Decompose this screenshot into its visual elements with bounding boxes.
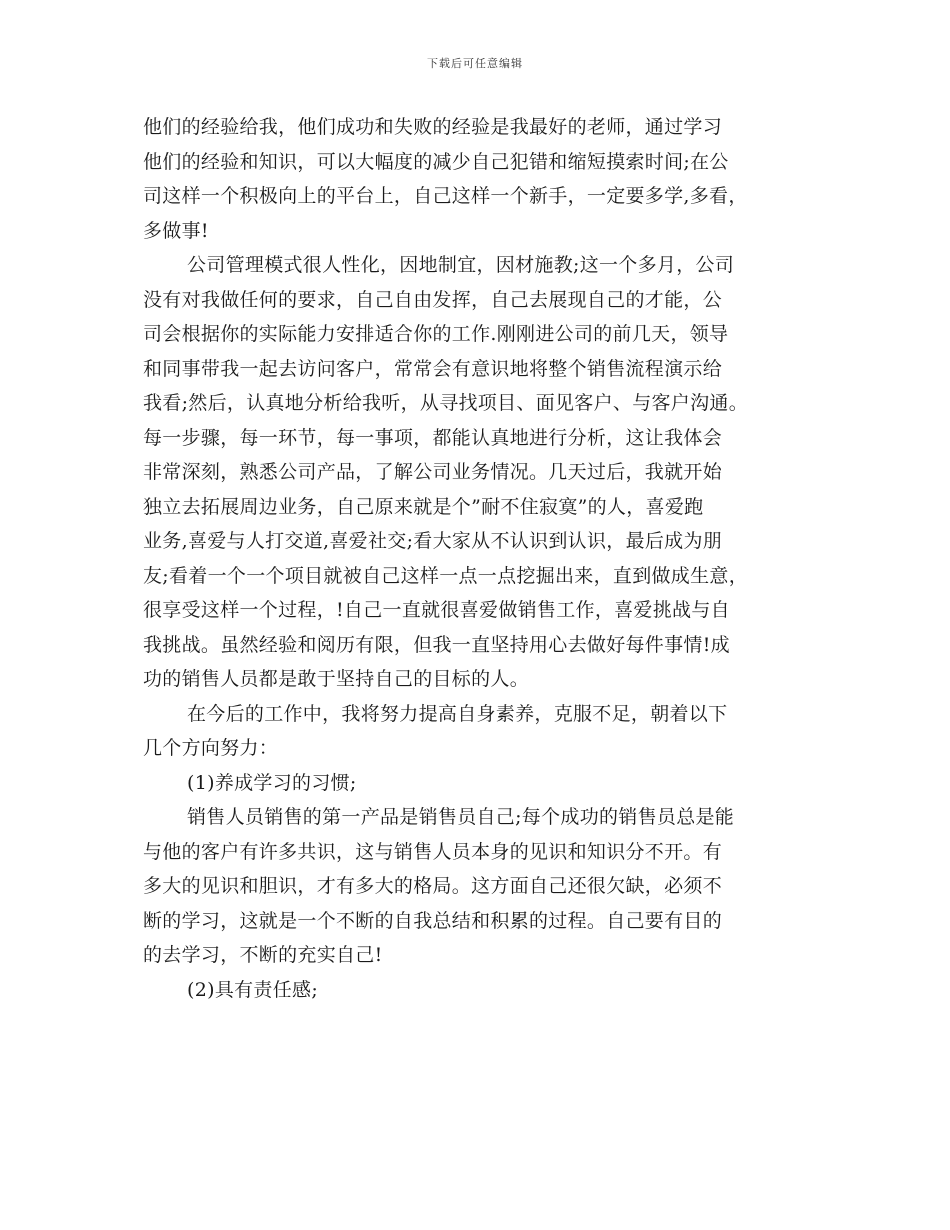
text-line: 销售人员销售的第一产品是销售员自己;每个成功的销售员总是能 bbox=[187, 806, 735, 828]
text-line: 和同事带我一起去访问客户，常常会有意识地将整个销售流程演示给 bbox=[143, 357, 723, 380]
text-line: 公司管理模式很人性化，因地制宜，因材施教;这一个多月，公司 bbox=[187, 254, 735, 276]
text-line: 非常深刻，熟悉公司产品，了解公司业务情况。几天过后，我就开始 bbox=[143, 461, 723, 483]
text-line: 他们的经验给我，他们成功和失败的经验是我最好的老师，通过学习 bbox=[143, 116, 723, 138]
text-line: (2)具有责任感; bbox=[187, 978, 319, 1001]
text-line: 业务,喜爱与人打交道,喜爱社交;看大家从不认识到认识，最后成为朋 bbox=[143, 530, 723, 552]
text-line: 功的销售人员都是敢于坚持自己的目标的人。 bbox=[143, 668, 530, 690]
text-line: 与他的客户有许多共识，这与销售人员本身的见识和知识分不开。有 bbox=[143, 840, 723, 863]
text-line: 在今后的工作中，我将努力提高自身素养，克服不足，朝着以下 bbox=[187, 702, 728, 725]
text-line: 几个方向努力： bbox=[143, 737, 279, 759]
text-line: 他们的经验和知识，可以大幅度的减少自己犯错和缩短摸索时间;在公 bbox=[143, 150, 729, 173]
text-line: 的去学习，不断的充实自己! bbox=[143, 944, 383, 966]
page-header: 下载后可任意编辑 bbox=[427, 57, 523, 70]
text-line: 没有对我做任何的要求，自己自由发挥，自己去展现自己的才能，公 bbox=[143, 288, 723, 311]
text-line: 很享受这样一个过程，!自己一直就很喜爱做销售工作，喜爱挑战与自 bbox=[143, 599, 730, 621]
text-line: 断的学习，这就是一个不断的自我总结和积累的过程。自己要有目的 bbox=[143, 909, 723, 932]
text-line: 独立去拓展周边业务，自己原来就是个”耐不住寂寞”的人，喜爱跑 bbox=[143, 495, 704, 518]
text-line: 司会根据你的实际能力安排适合你的工作.刚刚进公司的前几天，领导 bbox=[143, 323, 729, 345]
document-body bbox=[143, 110, 823, 1007]
text-line: 友;看着一个一个项目就被自己这样一点一点挖掘出来，直到做成生意， bbox=[143, 564, 749, 587]
text-line: 每一步骤，每一环节，每一事项，都能认真地进行分析，这让我体会 bbox=[143, 426, 723, 449]
text-line: 我看;然后，认真地分析给我听，从寻找项目、面见客户、与客户沟通。 bbox=[143, 392, 749, 414]
text-line: (1)养成学习的习惯; bbox=[187, 771, 357, 794]
text-line: 多做事! bbox=[143, 219, 209, 242]
text-line: 多大的见识和胆识，才有多大的格局。这方面自己还很欠缺，必须不 bbox=[143, 875, 723, 897]
text-line: 我挑战。虽然经验和阅历有限，但我一直坚持用心去做好每件事情!成 bbox=[143, 633, 730, 656]
text-line: 司这样一个积极向上的平台上，自己这样一个新手，一定要多学,多看， bbox=[143, 185, 748, 207]
